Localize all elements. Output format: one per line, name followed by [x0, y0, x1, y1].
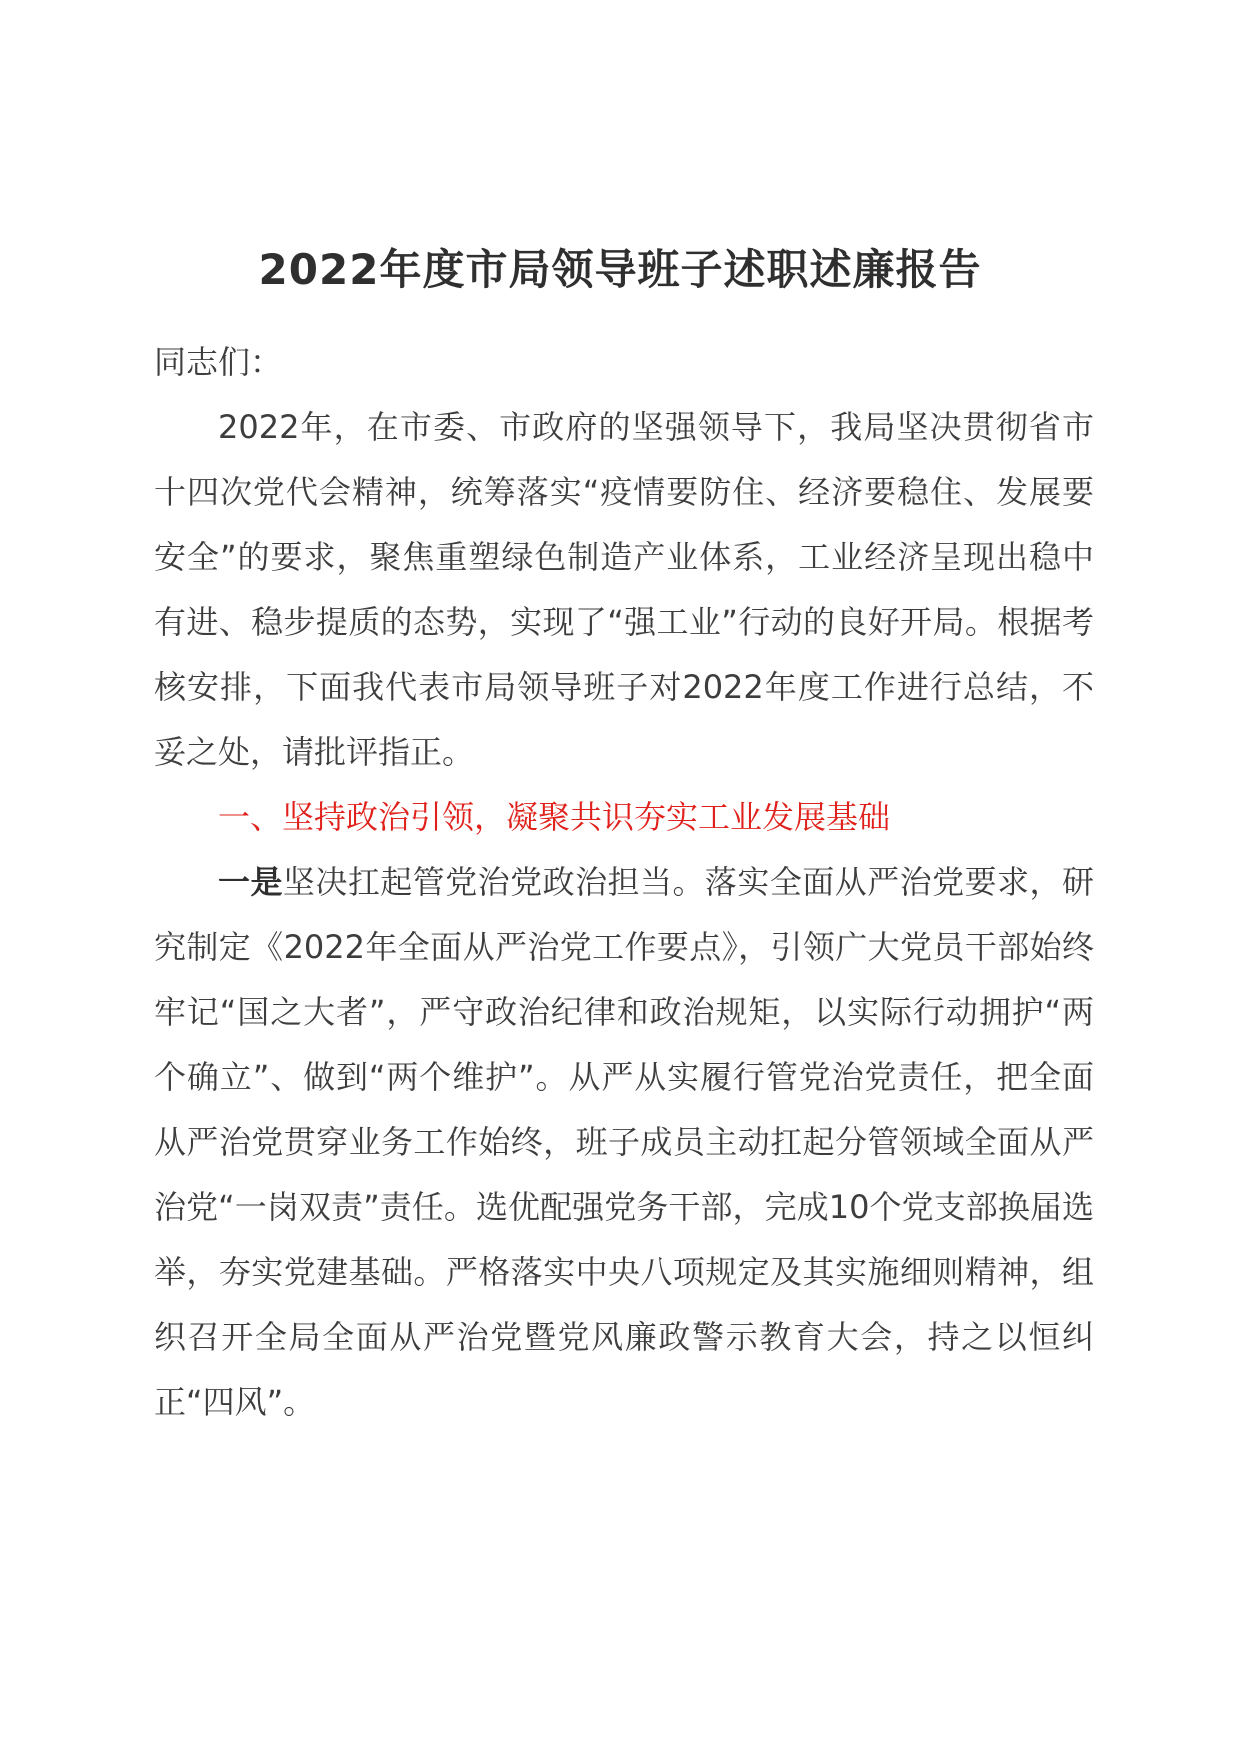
section-heading-1: 一、坚持政治引领，凝聚共识夯实工业发展基础 [218, 798, 891, 836]
document-title: 2022年度市局领导班子述职述廉报告 [258, 245, 982, 294]
paragraph-text: 坚决扛起管党治党政治担当。落实全面从严治党要求，研究制定《2022年全面从严治党工作要点》，引领广大党员干部始终牢记“国之大者”，严守政治纪律和政治规矩，以实际行动拥护“两个确立”、做到“两个维护”。从严从实履行管党治党责任，把全面从严治党贯穿业务工作始终，班子成员主动扛起分管领域全面从严治党“一岗双责”责任。选优配强党务干部，完成10个党支部换届选举，夯实党建基础。严格落实中央八项规定及其实施细则精神，组织召开全局全面从严治党暨党风廉政警示教育大会，持之以恒纠正“四风”。 [154, 863, 1094, 1421]
intro-paragraph: 2022年，在市委、市政府的坚强领导下，我局坚决贯彻省市十四次党代会精神，统筹落实“疫情要防住、经济要稳住、发展要安全”的要求，聚焦重塑绿色制造产业体系，工业经济呈现出稳中有进、稳步提质的态势，实现了“强工业”行动的良好开局。根据考核安排，下面我代表市局领导班子对2022年度工作进行总结，不妥之处，请批评指正。 [154, 408, 1094, 771]
paragraph-lead-label: 一是 [218, 863, 283, 901]
document-body [154, 330, 1094, 1435]
section-1-paragraph-1 [154, 850, 1094, 1435]
salutation: 同志们： [154, 343, 283, 381]
